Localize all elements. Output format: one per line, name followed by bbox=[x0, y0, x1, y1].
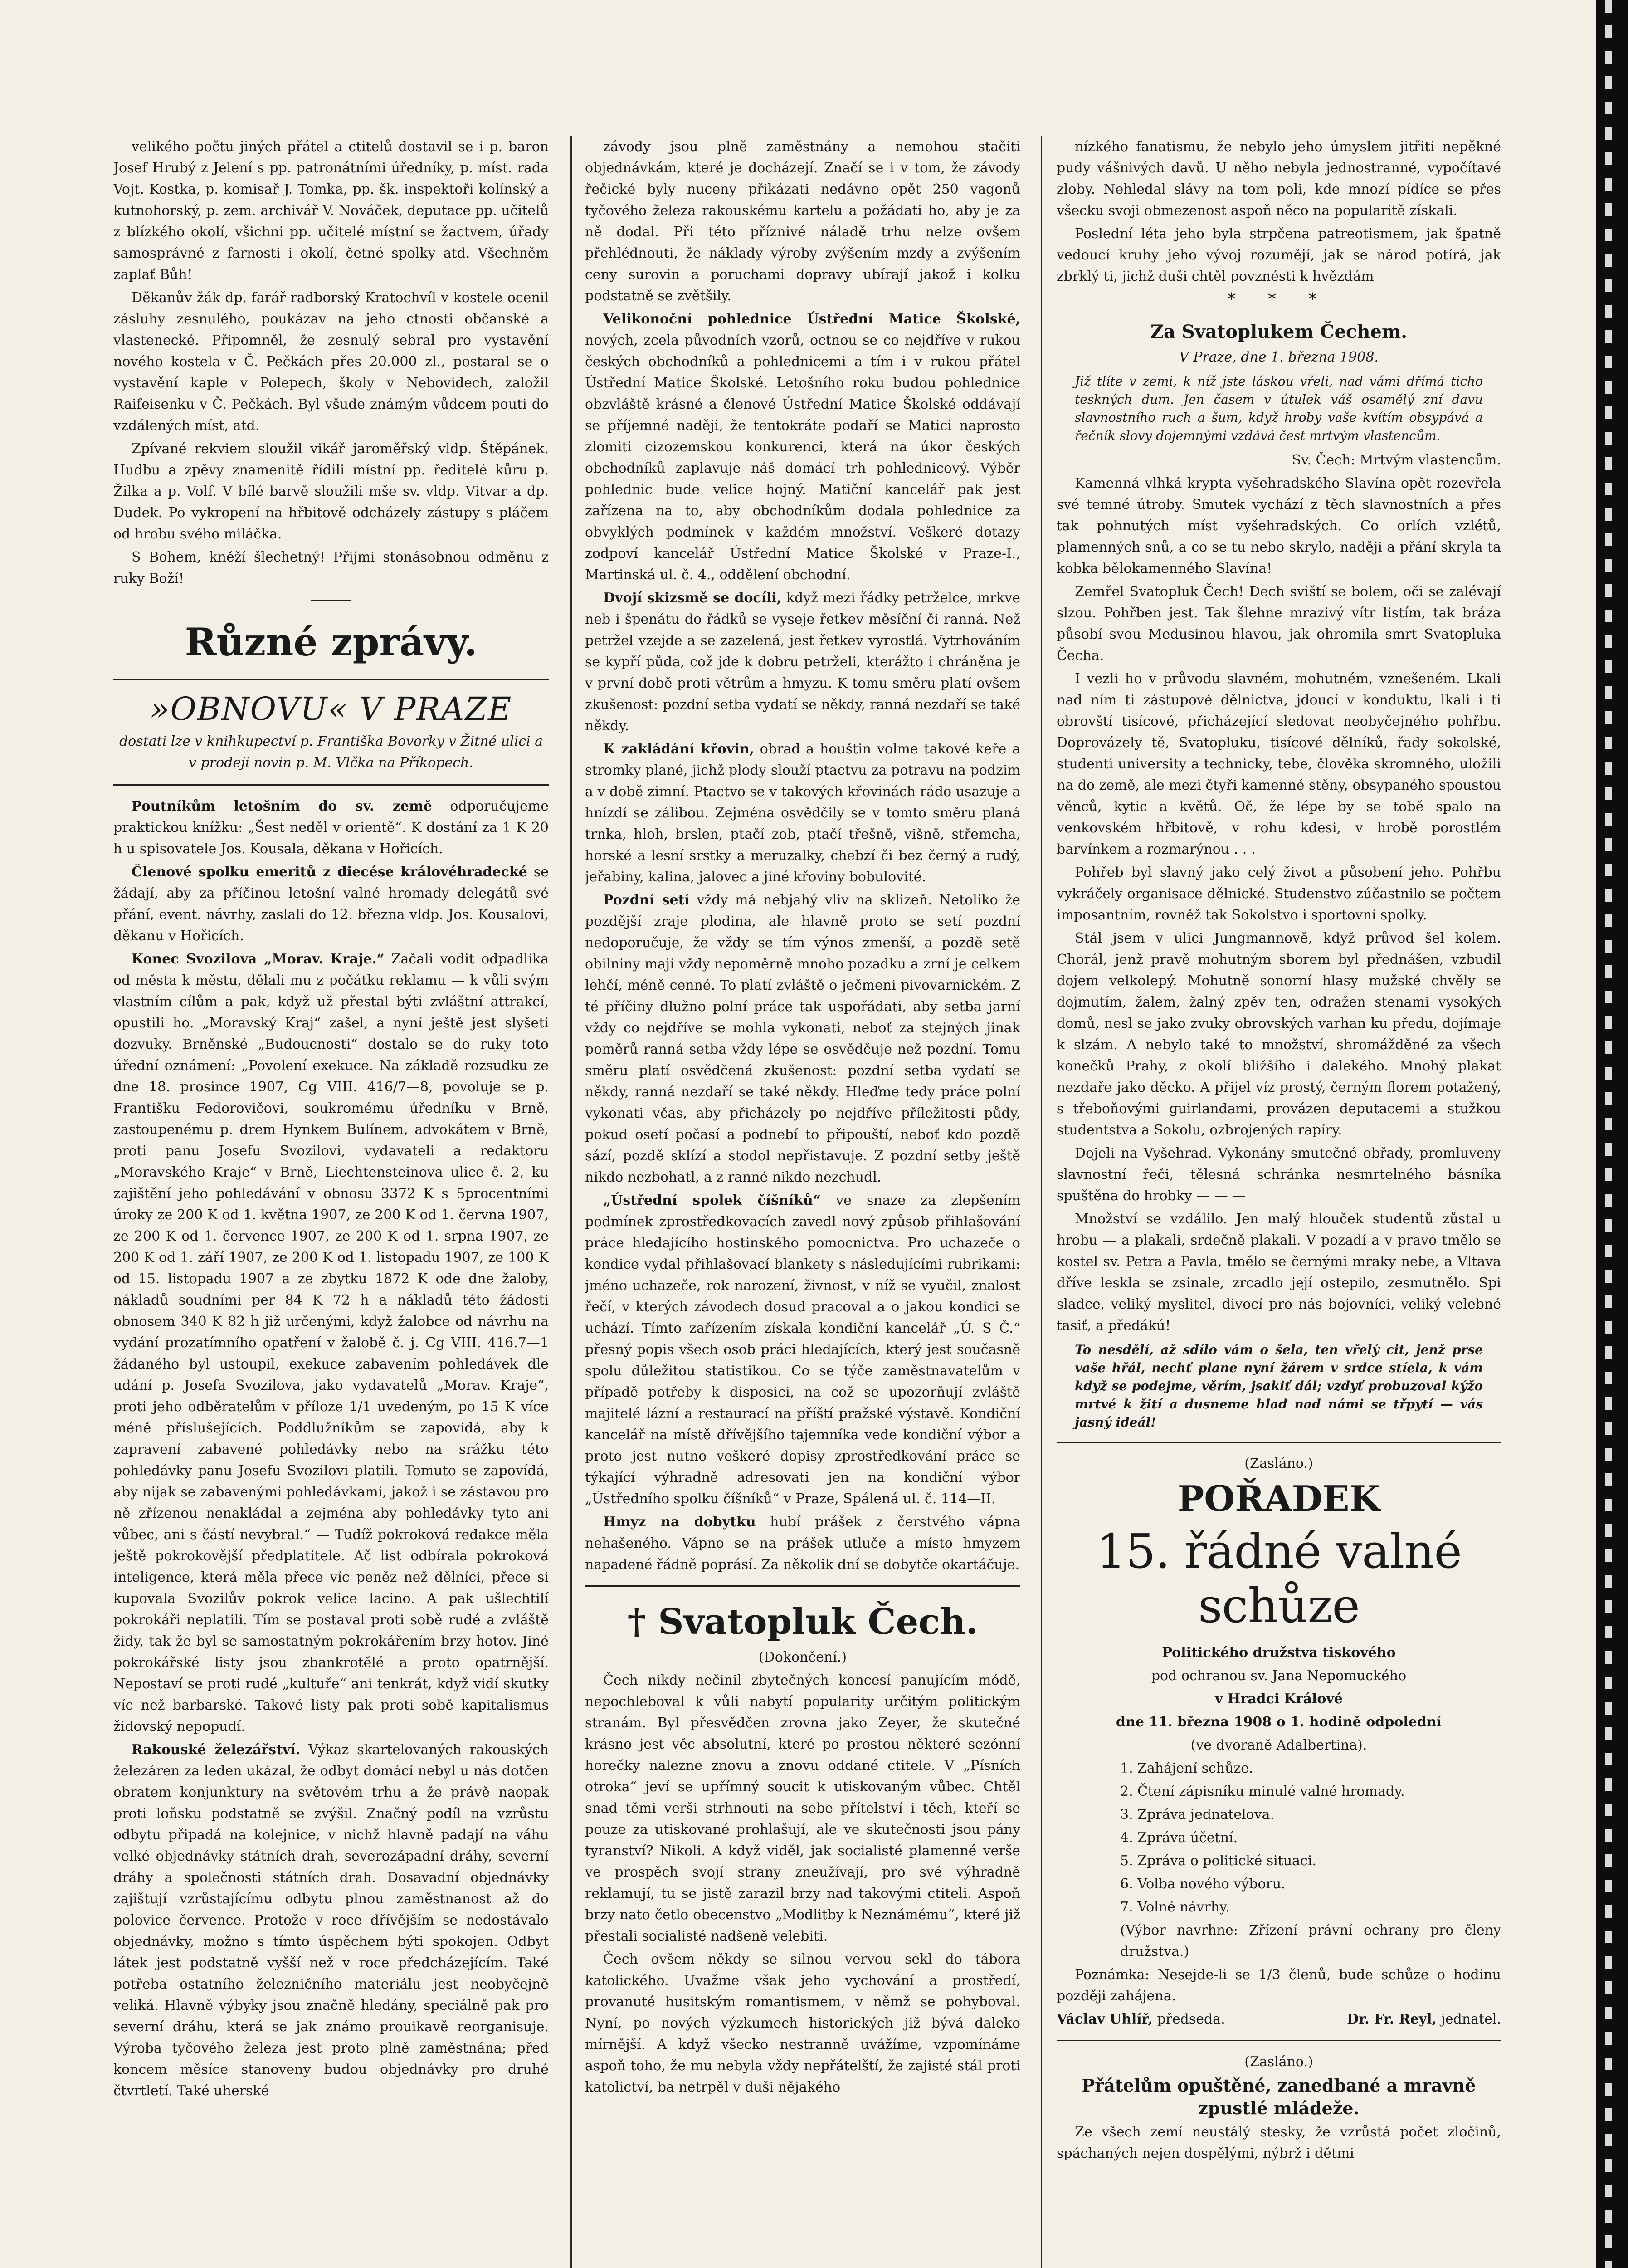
divider bbox=[585, 1585, 1020, 1587]
news-body: ve snaze za zlepšením podmínek zprostředkovacích zavedl nový způsob přihlašování práce hledajícího hostinského pomocnictva. Pro uchazeče o kondice vydal přihlašovací blankety s následujícími rubrikami: jméno uchazeče, rok narození, živnost, v níž se vyučil, znalost řečí, v kterých závodech dosud pracoval a o jakou kondici se uchází. Tímto zařízením získala kondiční kancelář „Ú. S Č.“ přesný popis všech osob práci hledajících, který jest současně spolu důležitou statistikou. Co se týče zaměstnavatelům v případě potřeby k disposici, na což se upozorňují zvláště majitelé lázní a restaurací na příští pražské výstavě. Kondiční kancelář na místě dřívějšího tajemníka vede kondiční výbor a proto jest nutno veškeré dopisy zprostředkování práce se týkající výhradně adresovati jen na kondiční výbor „Ústředního spolku číšníků“ v Praze, Spálená ul. č. 114—II. bbox=[585, 1193, 1020, 1507]
paragraph: závody jsou plně zaměstnány a nemohou stačiti objednávkám, které je docházejí. Značí se i v tom, že závody řečické byly nuceny přikázati nedávno opět 250 vagonů tyčového železa rakouskému kartelu a požádati ho, aby je za ně dodal. Při této příznivé náladě trhu nelze ovšem přehlédnouti, že náklady výroby zvýšením mzdy a zvýšením ceny surovin a poruchami dopravy ubírají jakož i kolku podstatně se zvětšily. bbox=[585, 139, 1020, 304]
news-body: když mezi řádky petrželce, mrkve neb i špenátu do řádků se vyseje řetkev měsíční či ranná. Než petržel vzejde a se zazelená, jest řetkev vyrostlá. Vytrhováním se kypří půda, což jde k dobru petrželi, kterážto i chráněna je v první době proti větrům a hmyzu. K tomu směru platí ovšem zkušenost: pozdní setba vydatí se někdy, ranná nezdaří se také někdy. bbox=[585, 590, 1020, 734]
poem-attribution: Sv. Čech: Mrtvým vlastencům. bbox=[1292, 452, 1501, 468]
agenda-item: 7. Volné návrhy. bbox=[1120, 1899, 1230, 1915]
news-headline: Dvojí skizsmě se docíli, bbox=[603, 590, 782, 606]
paragraph: Čech ovšem někdy se silnou vervou sekl do tábora katolického. Uvažme však jeho vychování a prostředí, provanuté husitským romantismem, v němž se pohyboval. Nyní, po nových výzkumech historických již bývá daleko mírnější. A když všecko nestranně uvážíme, vzpomínáme aspoň toho, že mu nebyla vždy nepřátelští, že zajisté stál proti katolictví, ba netrpěl v duši nějakého bbox=[585, 1951, 1020, 2095]
paragraph: Poslední léta jeho byla strpčena patreotismem, jak špatně vedoucí kruhy jeho vývoj rozumějí, jak se národ potírá, jak zbrklý ti, jichž duši chtěl povznésti k hvězdám bbox=[1057, 226, 1501, 284]
news-item bbox=[585, 587, 1020, 737]
paragraph: velikého počtu jiných přátel a ctitelů dostavil se i p. baron Josef Hrubý z Jelení s pp. patronátními úředníky, p. míst. rada Vojt. Kostka, p. komisař J. Tomka, pp. šk. inspektoři kolínský a kutnohorský, p. zem. archivář V. Nováček, deputace pp. učitelů z blízkého okolí, všichni pp. učitelé místní se žactvem, úřady samosprávné z farnosti i okolí, četné spolky atd. Všechněm zaplať Bůh! bbox=[113, 139, 549, 283]
dateline: V Praze, dne 1. března 1908. bbox=[1179, 349, 1379, 365]
stars-separator: * * * bbox=[1227, 290, 1331, 309]
notice-label: (Zasláno.) bbox=[1244, 1456, 1313, 1471]
paragraph: S Bohem, kněží šlechetný! Přijmi stonásobnou odměnu z ruky Boží! bbox=[113, 549, 549, 587]
agenda-item: 3. Zpráva jednatelova. bbox=[1120, 1807, 1275, 1823]
agenda-note: (Výbor navrhne: Zřízení právní ochrany pro členy družstva.) bbox=[1120, 1922, 1501, 1960]
paragraph: I vezli ho v průvodu slavném, mohutném, vznešeném. Lkali nad ním ti zástupové dělnictva, jdoucí v konduktu, lkali i ti obrovští tisícové, přicházející sledovat neobyčejného pohřbu. Doprovázely tě, Svatopluku, tisícové dělníků, řady sokolské, studenti university a technicky, tebe, člověka skromného, uložili na do země, ale mezi čtyři kamenné stěny, obsypaného spoustou věnců, kytic a květů. Oč, že lépe by se tobě spalo na venkovském hřbitově, v rohu kdesi, v hrobě porostlém barvínkem a rozmarýnou . . . bbox=[1057, 671, 1501, 857]
news-item bbox=[113, 948, 549, 1737]
chairman-name: Václav Uhlíř, bbox=[1057, 2011, 1153, 2027]
meeting-venue: (ve dvoraně Adalbertina). bbox=[1190, 1737, 1367, 1753]
news-headline: Členové spolku emeritů z diecése královéhradecké bbox=[132, 864, 527, 880]
obituary-subtitle: (Dokončení.) bbox=[758, 1649, 847, 1665]
obnovu-heading: »OBNOVU« V PRAZE bbox=[150, 690, 512, 728]
news-item bbox=[585, 890, 1020, 1188]
divider bbox=[113, 784, 549, 786]
column-rule bbox=[570, 136, 572, 2268]
paragraph: Množství se vzdálilo. Jen malý hlouček studentů zůstal u hrobu — a plakali, srdečně plakali. V pozadí a v pravo tmělo se kostel sv. Petra a Pavla, tmělo se černými mraky nebe, a Vltava dříve leskla se zsinale, zrcadlo její ostepilo, zesmutnělo. Spi sladce, veliký myslitel, divocí pro nás bojovníci, veliký velebné tasiť, a předákú! bbox=[1057, 1211, 1501, 1334]
poem: To nesdělí, až sdílo vám o šela, ten vřelý cit, jenž prse vaše hřál, nechť plane nyní žárem v srdce stíela, k vám když se podejme, věrím, jsakiť dál; vzdyť probuzoval kýžo mrtvé k žití a dusneme hlad nad námi se třpytí — vás jasný ideál! bbox=[1075, 1342, 1483, 1430]
paragraph: Ze všech zemí neustálý stesky, že vzrůstá počet zločinů, spáchaných nejen dospělými, nýbrž i dětmi bbox=[1057, 2124, 1501, 2161]
signature-right bbox=[1347, 2009, 1501, 2030]
article-heading: Za Svatoplukem Čechem. bbox=[1150, 321, 1408, 342]
news-item bbox=[113, 861, 549, 947]
secretary-role: jednatel. bbox=[1441, 2011, 1501, 2027]
divider bbox=[1057, 1442, 1501, 1443]
agenda-remark: Poznámka: Nesejde-li se 1/3 členů, bude schůze o hodinu později zahájena. bbox=[1057, 1967, 1501, 2004]
news-body: vždy má nebjahý vliv na sklizeň. Netoliko že pozdější zraje plodina, ale hlavně proto se setí pozdní nedoporučuje, že vždy se tím výnos zmenší, a pozdě setě obilniny mají vždy nepoměrně mnoho pozadku a zrní je celkem lehčí, méně cenné. To platí zvláště o ječmeni pivovarnickém. Z té příčiny dlužno polní práce tak uspořádati, aby setba jarní vždy co nejdříve se mohla vykonati, neboť za stejných jinak poměrů ranná setba vždy lépe se osvědčuje než pozdní. Tomu směru platí osvědčená zkušenost: pozdní setba vydatí se někdy, ranná nezdaří se také někdy. Hleďme tedy práce polní vykonati včas, aby přicházely po nejdříve příležitosti půdy, pokud osetí počasí a podnebí to připouští, neboť kdo pozdě sází, pozdě sklízí a stodol nepřistavuje. Z pozdní setby ještě nikdo nezbohatl, a z ranné nikdo nezchudl. bbox=[585, 892, 1020, 1185]
news-body: obrad a houštin volme takové keře a stromky plané, jichž plody slouží ptactvu za potravu na podzim a v době zimní. Ptactvo se v takových křovinách rádo usazuje a hnízdí se zálibou. Zejména osvědčily se v tomto směru planá trnka, hloh, brslen, ptačí zob, ptačí třešně, višně, střemcha, horské a lesní srstky a meruzalky, chebzí či bez černý a rudý, jeřabiny, kalina, jalovec a jiné křoviny bobulovité. bbox=[585, 741, 1020, 885]
organizer-patron: pod ochranou sv. Jana Nepomuckého bbox=[1151, 1668, 1407, 1684]
news-headline: Poutníkům letošním do sv. země bbox=[132, 798, 432, 814]
column-2 bbox=[585, 136, 1020, 2268]
organizer-city: v Hradci Králové bbox=[1215, 1691, 1343, 1707]
news-item bbox=[585, 308, 1020, 586]
paragraph: Čech nikdy nečinil zbytečných koncesí panujícím módě, nepochleboval k vůli nabytí popularity určitým politickým stranám. Byl přesvědčen zrovna jako Zeyer, že skutečné krásno jest věc absolutní, které po prostou některé sezónní horečky nalezne znovu a znovu oddané ctitele. V „Písních otroka“ jeví se upřímný soucit k utiskovaným vůbec. Chtěl snad těmi verši strhnouti na sebe přítelství i těch, kteří se pouze za utiskované prohlašují, ale ve skutečnosti jsou pány tyranství? Nikoli. A když viděl, jak socialisté plamenné verše ve prospěch svojí strany zneužívají, pro své výhradně reklamují, tu se jistě zarazil brzy nad takovými ctiteli. Aspoň brzy nato četlo obecenstvo „Modlitby k Neznámému“, které již přestali socialisté nadšeně velebiti. bbox=[585, 1672, 1020, 1944]
scan-border bbox=[1596, 0, 1628, 2268]
divider bbox=[1057, 2040, 1501, 2041]
program-heading: POŘADEK bbox=[1177, 1478, 1380, 1520]
meeting-date: dne 11. března 1908 o 1. hodině odpolední bbox=[1116, 1714, 1442, 1730]
agenda-item: 2. Čtení zápisníku minulé valné hromady. bbox=[1120, 1784, 1405, 1799]
chairman-role: předseda. bbox=[1157, 2011, 1225, 2027]
column-3 bbox=[1057, 136, 1501, 2268]
meeting-heading: 15. řádné valné schůze bbox=[1096, 1524, 1462, 1633]
notice-label: (Zasláno.) bbox=[1244, 2054, 1313, 2070]
news-headline: „Ústřední spolek číšníků“ bbox=[603, 1193, 821, 1208]
obituary-heading: † Svatopluk Čech. bbox=[627, 1601, 978, 1642]
news-headline: K zakládání křovin, bbox=[603, 741, 754, 757]
newspaper-page bbox=[113, 136, 1501, 2268]
column-1 bbox=[113, 136, 549, 2268]
paragraph: Kamenná vlhká krypta vyšehradského Slavína opět rozevřela své temné útroby. Smutek vychází z těch slavnostních a přes tak pohnutých míst vyšehradských. Co orlích vzlétů, plamenných snů, a co se tu nebo skrylo, naději a přání skryla ta kobka bělokamenného Slavína! bbox=[1057, 475, 1501, 577]
news-item bbox=[585, 1190, 1020, 1510]
divider bbox=[311, 600, 351, 601]
divider bbox=[113, 679, 549, 680]
paragraph: Zpívané rekviem sloužil vikář jaroměřský vldp. Štěpánek. Hudbu a zpěvy znamenitě řídili místní pp. ředitelé kůru p. Žilka a p. Volf. V bílé barvě sloužili mše sv. vldp. Vitvar a dp. Dudek. Po vykropení na hřbitově odcházely zástupy s pláčem od hrobu svého miláčka. bbox=[113, 441, 549, 542]
news-body: Začali vodit odpadlíka od města k městu, dělali mu z počátku reklamu — k vůli svým vlastním cílům a pak, když už přestal býti zvláštní attrakcí, opustili ho. „Moravský Kraj“ zašel, a nyní ještě jest slyšeti dozvuky. Brněnské „Budoucnosti“ dostalo se do ruky toto úřední oznámení: „Povolení exekuce. Na základě rozsudku ze dne 18. prosince 1907, Cg VIII. 416/7—8, povoluje se p. Františku Fedorovičovi, soukromému úředníku v Brně, zastoupenému p. drem Hynkem Bulínem, advokátem v Brně, proti panu Josefu Svozilovi, vydavateli a redaktoru „Moravského Kraje“ v Brně, Liechtensteinova ulice č. 2, ku zajištění jeho pohledávání v obnosu 3372 K s 5procentními úroky ze 200 K od 1. května 1907, ze 200 K od 1. června 1907, ze 200 K od 1. července 1907, ze 200 K od 1. srpna 1907, ze 200 K od 1. září 1907, ze 200 K od 1. listopadu 1907, ze 100 K od 15. listopadu 1907 a ze zbytku 1872 K ode dne žaloby, nákladů soudními per 84 K 72 h a nákladů této žádosti obnosem 340 K 82 h již určenými, když žalobce od návrhu na vydání prozatímního opatření v žalobě č. j. Cg VIII. 416.7—1 žádaného byl ustoupil, exekuce zabavením pohledávek dle udání p. Josefa Svozilova, jako vydavatelů „Morav. Kraje“, proti jeho odběratelům v příloze 1/1 uvedeným, po 15 K více méně příslušejících. Poddlužníkům se zapovídá, aby k zapravení zabavené pohledávky nebo na srážku této pohledávky panu Josefu Svozilovi platili. Tomuto se zapovídá, aby nijak se zabavenými pohledávkami, jakož i se zástavou pro ně zřízenou nenakládal a zejména aby pohledávky tyto ani vůbec, ani s částí nevybral.“ — Tudíž pokroková redakce měla ještě pokrokovější předplatitele. Ač list odbírala pokroková inteligence, která měla přece víc peněz než dělníci, přece si kupovala Svozilův pokrok velice lacino. A pak ušlechtilí pokrokáři neplatili. Tím se postaval proti sobě rudé a zvláště židy, tak že byl se samostatným pokrokářením brzy hotov. Jiné pokrokářské listy jsou zbankrotělé a proto opatrnější. Nepostaví se proti rudé „kultuře“ ani tenkrát, když vidí skutky víc než barbarské. Takové listy pak proti sobě kapitalismus židovský nepopudí. bbox=[113, 951, 549, 1735]
news-body: Výkaz skartelovaných rakouských železáren za leden ukázal, že odbyt domácí nebyl u nás dotčen obratem konjunktury na světovém trhu a že právě naopak proti loňsku podstatně se zvýšil. Značný podíl na vzrůstu odbytu připadá na kolejnice, v nichž hlavně padají na váhu velké objednávky státních drah, severozápadní dráhy, severní dráhy a společnosti státních drah. Dosavadní objednávky zajištují vzrůstajícímu odbytu plnou zaměstnanost až do polovice července. Protože v roce dřívějším se nedostávalo objednávky, možno s tímto úspěchem býti spokojen. Odbyt látek jest podstatně vyšší než v roce předcházejícím. Také potřeba ostatního železničního materiálu jest neobyčejně veliká. Hlavně výbyky jsou značně hledány, speciálně pak pro severní dráhu, která se jak známo prouikavě reorganisuje. Výroba tyčového železa jest proto plně zaměstnána; před koncem měsíce stanoveny budou objednávky pro druhé čtvrtletí. Také uherské bbox=[113, 1742, 549, 2099]
news-item bbox=[585, 738, 1020, 888]
news-body: se žádají, aby za příčinou letošní valné hromady delegátů své přání, event. návrhy, zaslali do 12. března vldp. Jos. Kousalovi, děkanu v Hořicích. bbox=[113, 864, 549, 944]
paragraph: Stál jsem v ulici Jungmannově, když průvod šel kolem. Chorál, jenž pravě mohutným sborem byl přednášen, vzbudil dojem velkolepý. Mohutně sonorní hlasy mužské chvěly se dojmutím, žalem, žalný zpěv ten, odražen stenami vysokých domů, nesl se jako zvuky obrovských varhan ku předu, dojímaje k slzám. A nebylo také to množství, shromážděné za všech konečků Prahy, z okolí bližšího i dalekého. Mnohý plakat nezdaře jako děcko. A přijel víz prostý, černým florem potažený, s třeboňovými guirlandami, provázen deputacemi a stužkou studentstva a Sokolu, ozbrojených rapíry. bbox=[1057, 930, 1501, 1138]
secretary-name: Dr. Fr. Reyl, bbox=[1347, 2011, 1437, 2027]
news-headline: Hmyz na dobytku bbox=[603, 1514, 756, 1530]
news-body: odporučujeme praktickou knížku: „Šest neděl v orientě“. K dostání za 1 K 20 h u spisovatele Jos. Kousala, děkana v Hořicích. bbox=[113, 798, 549, 857]
agenda-item: 1. Zahájení schůze. bbox=[1120, 1760, 1253, 1776]
news-item bbox=[113, 796, 549, 860]
news-item bbox=[113, 1739, 549, 2102]
news-body: hubí prášek z čerstvého vápna nehašeného. Vápno se na prášek utluče a místo hmyzem napadené řádně poprásí. Za několik dní se dobytče okartáčuje. bbox=[585, 1514, 1020, 1573]
news-item bbox=[585, 1511, 1020, 1575]
news-headline: Konec Svozilova „Morav. Kraje.“ bbox=[132, 951, 385, 967]
news-headline: Pozdní setí bbox=[603, 892, 690, 908]
poem: Již tlíte v zemi, k níž jste láskou vřeli, nad vámi dřímá ticho teskných dum. Jen časem v útulek váš osamělý zní davu slavnostního ruch a šum, když hroby vaše kvítím obsypává a řečník slovy dojemnými vzdává čest mrtvým vlastencům. bbox=[1075, 374, 1483, 443]
organizer: Politického družstva tiskového bbox=[1162, 1645, 1396, 1661]
paragraph: Dojeli na Vyšehrad. Vykonány smutečné obřady, promluveny slavnostní řeči, tělesná schránka nesmrtelného básníka spuštěna do hrobky — — — bbox=[1057, 1145, 1501, 1204]
news-headline: Rakouské železářství. bbox=[132, 1742, 301, 1758]
news-body: nových, zcela původních vzorů, octnou se co nejdříve v rukou českých obchodníků a pohlednicemi a tím i v rukou přátel Ústřední Matice Školské. Letošního roku budou pohlednice obzvláště krásné a členové Ústřední Matice Školské oddávají se příjemné naději, že tentokráte podaří se Matici naprosto zlomiti cizozemskou konkurenci, která na úkor českých obchodníků zaplavuje náš domácí trh pohlednicový. Výběr pohlednic bude velice hojný. Matiční kancelář pak jest zařízena na to, aby obchodníkům dodala pohlednice za obvyklých podmínek v každém množství. Veškeré dotazy zodpoví kancelář Ústřední Matice Školské v Praze-I., Martinská ul. č. 4., oddělení obchodní. bbox=[585, 332, 1020, 583]
section-heading: Různé zprávy. bbox=[185, 620, 478, 665]
notice-heading: Přátelům opuštěné, zanedbané a mravně zpustlé mládeže. bbox=[1082, 2075, 1476, 2118]
obnovu-subtitle: dostati lze v knihkupectví p. Františka Bovorky v Žitné ulici a v prodeji novin p. M. Vlčka na Příkopech. bbox=[119, 733, 543, 771]
paragraph: Pohřeb byl slavný jako celý život a působení jeho. Pohřbu vykráčely organisace dělnické. Studenstvo zúčastnilo se počtem imposantním, rovněž tak Sokolstvo i sportovní spolky. bbox=[1057, 865, 1501, 923]
news-headline: Velikonoční pohlednice Ústřední Matice Školské, bbox=[603, 311, 1020, 327]
scan-border-rail bbox=[1605, 0, 1612, 2268]
paragraph: Děkanův žák dp. farář radborský Kratochvíl v kostele ocenil zásluhy zesnulého, poukázav na jeho ctnosti občanské a vlastenecké. Připomněl, že zesnulý sebral pro vystavění nového kostela v Č. Pečkách přes 20.000 zl., postaral se o vystavění kaple v Polepech, školy v Nebovidech, založil Raifeisenku v Č. Pečkách. Byl všude známým vůdcem pouti do vzdálených míst, atd. bbox=[113, 290, 549, 434]
paragraph: Zemřel Svatopluk Čech! Dech sviští se bolem, oči se zalévají slzou. Pohřben jest. Tak šlehne mrazivý vítr listím, tak bráza působí svou Medusinou hlavou, jak ohromila smrt Svatopluka Čecha. bbox=[1057, 584, 1501, 664]
agenda-item: 6. Volba nového výboru. bbox=[1120, 1876, 1286, 1892]
agenda-item: 4. Zpráva účetní. bbox=[1120, 1830, 1238, 1846]
signature-left bbox=[1057, 2009, 1225, 2030]
column-rule bbox=[1041, 136, 1042, 2268]
agenda-item: 5. Zpráva o politické situaci. bbox=[1120, 1853, 1316, 1869]
signatures bbox=[1057, 2009, 1501, 2030]
agenda-list bbox=[1057, 1758, 1501, 1918]
paragraph: nízkého fanatismu, že nebylo jeho úmyslem jitřiti nepěkné pudy vášnivých davů. U něho nebyla jednostranné, vypočítavé zloby. Nehledal slávy na tom poli, kde mnozí pídíce se přes všecku svoji obmezenost aspoň něco na popularitě získali. bbox=[1057, 139, 1501, 219]
